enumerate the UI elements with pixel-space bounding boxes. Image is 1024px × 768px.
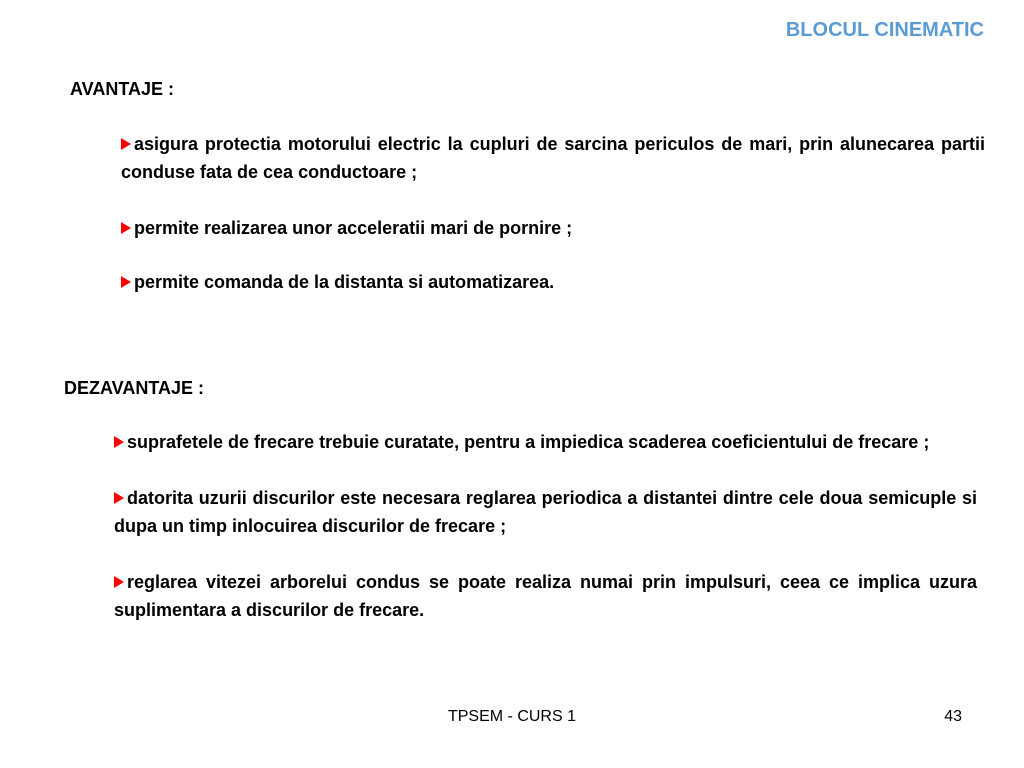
list-item: [114, 484, 977, 540]
bullet-text: asigura protectia motorului electric la cupluri de sarcina periculos de mari, prin alunecarea partii conduse fata de cea conductoare ;: [121, 134, 985, 182]
list-item: [121, 214, 985, 242]
bullet-text: datorita uzurii discurilor este necesara reglarea periodica a distantei dintre cele doua semicuple si dupa un timp inlocuirea discurilor de frecare ;: [114, 488, 977, 536]
list-item: [121, 130, 985, 186]
arrow-bullet-icon: [114, 576, 124, 588]
bullet-text: permite comanda de la distanta si automatizarea.: [134, 272, 555, 292]
footer-course-label: TPSEM - CURS 1: [447, 708, 576, 725]
page-number: 43: [944, 708, 962, 725]
arrow-bullet-icon: [121, 276, 131, 288]
advantages-list: [121, 130, 985, 296]
arrow-bullet-icon: [114, 492, 124, 504]
bullet-text: permite realizarea unor acceleratii mari de pornire ;: [134, 218, 573, 238]
disadvantages-list: [114, 428, 977, 624]
arrow-bullet-icon: [121, 138, 131, 150]
bullet-text: reglarea vitezei arborelui condus se poate realiza numai prin impulsuri, ceea ce implica uzura suplimentara a discurilor de frecare.: [114, 572, 977, 620]
advantages-heading: AVANTAJE :: [70, 79, 175, 99]
list-item: [121, 268, 985, 296]
arrow-bullet-icon: [114, 436, 124, 448]
slide-title: BLOCUL CINEMATIC: [785, 19, 984, 41]
list-item: [114, 568, 977, 624]
list-item: [114, 428, 977, 456]
arrow-bullet-icon: [121, 222, 131, 234]
disadvantages-heading: DEZAVANTAJE :: [64, 378, 205, 398]
bullet-text: suprafetele de frecare trebuie curatate, pentru a impiedica scaderea coeficientului de frecare ;: [127, 432, 930, 452]
